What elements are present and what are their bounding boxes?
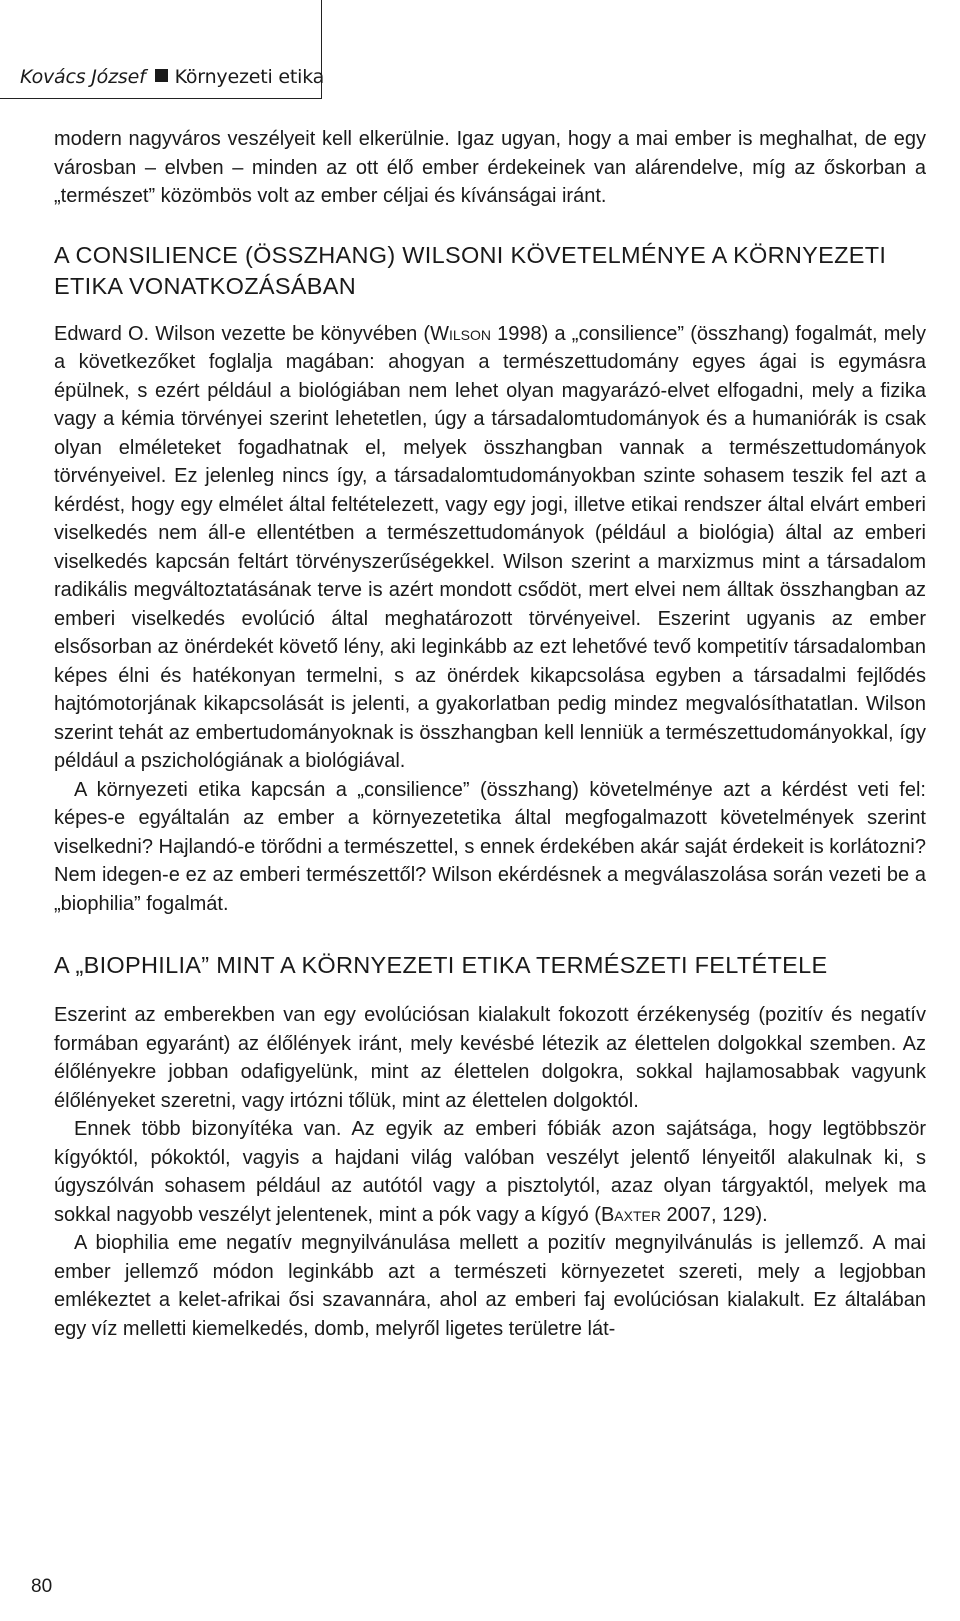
section-heading-biophilia: A „BIOPHILIA” MINT A KÖRNYEZETI ETIKA TERMÉSZETI FELTÉTELE <box>54 952 828 978</box>
paragraph-5-text-b: 2007, 129). <box>660 1203 768 1226</box>
paragraph-2-text-b: 1998) a „consilience” (összhang) fogalmát, mely a következőket foglalja magában: ahogyan a természettudomány egyes ágai is egymásra épülnek, s ezért például a biológiában nem lehet olyan magyarázó-elvet elfogadni, mely a fizika vagy a kémia törvényei szerint lehetetlen, úgy a társadalomtudományok és a humaniórák is csak olyan elméleteket fogadhatnak el, melyek összhangban vannak a természettudományok törvényeivel. Ez jelenleg nincs így, a társadalomtudományokban szinte sohasem teszik fel azt a kérdést, hogy egy elmélet által feltételezett, vagy egy jogi, illetve etikai rendszer által elvárt emberi viselkedés nem áll-e ellentétben a természettudományok (például a biológia) által az emberi viselkedés kapcsán feltárt törvényszerűségekkel. Wilson szerint a marxizmus mint a társadalom radikális megváltoztatásának terve is azért mondott csődöt, mert elvei nem álltak összhangban az emberi viselkedés evolúció által meghatározott törvényeivel. Eszerint ugyanis az ember elsősorban az önérdekét követő lény, aki leginkább az ezt lehetővé tevő kompetitív társadalomban képes élni és hatékonyan termelni, s az önérdek kikapcsolása egyben a társadalmi fejlődés hajtómotorjának kikapcsolását is jelenti, a gyakorlatban pedig mindez megvalósíthatatlan. Wilson szerint tehát az embertudományoknak is összhangban kell lenniük a természettudományokkal, így például a pszichológiának a biológiával. <box>54 322 927 772</box>
running-header-box <box>0 0 325 99</box>
header-author: Kovács József <box>20 66 146 88</box>
square-bullet-icon <box>155 69 168 82</box>
running-header <box>20 66 324 88</box>
page-body <box>54 125 926 1343</box>
paragraph-6: A biophilia eme negatív megnyilvánulása mellett a pozitív megnyilvánulás is jellemző. A mai ember jellemző módon leginkább azt a természeti környezetet szereti, mely a legjobban emlékeztet a kelet-afrikai ősi szavannára, ahol az emberi faj evolúciósan kialakult. Ez általában egy víz melletti kiemelkedés, domb, melyről ligetes területre lát- <box>54 1232 926 1340</box>
paragraph-5-text-a: Ennek több bizonyítéka van. Az egyik az emberi fóbiák azon sajátsága, hogy legtöbbször kígyóktól, pókoktól, vagyis a hajdani világ valóban veszélyt jelentő lényeitől alakulnak ki, s úgyszólván sohasem például az autótól vagy a pisztolytól, azaz olyan tárgyaktól, melyek ma sokkal nagyobb veszélyt jelentenek, mint a pók vagy a kígyó ( <box>54 1118 926 1226</box>
paragraph-4: Eszerint az emberekben van egy evolúciósan kialakult fokozott érzékenység (pozitív és negatív formában egyaránt) az élőlények iránt, mely kevésbé létezik az élettelen dolgokkal szemben. Az élőlényekre jobban odafigyelünk, mint az élettelen dolgokra, sokkal hajlamosabbak vagyunk élőlényeket szeretni, vagy irtózni tőlük, mint az élettelen dolgoktól. <box>54 1004 926 1112</box>
header-title: Környezeti etika <box>174 66 325 88</box>
paragraph-3: A környezeti etika kapcsán a „consilience” (összhang) követelménye azt a kérdést veti fel: képes-e egyáltalán az ember a környezetetika által megfogalmazott követelmények szerint viselkedni? Hajlandó-e törődni a természettel, s ennek érdekében akár saját érdekeit is korlátozni? Nem idegen-e ez az emberi természettől? Wilson ekérdésnek a megválaszolása során vezeti be a „biophilia” fogalmát. <box>54 778 926 915</box>
citation-wilson: Wilson <box>430 322 491 345</box>
citation-baxter: Baxter <box>600 1203 661 1226</box>
paragraph-2 <box>54 320 926 776</box>
section-heading-consilience: A CONSILIENCE (ÖSSZHANG) WILSONI KÖVETELMÉNYE A KÖRNYEZETI ETIKA VONATKOZÁSÁBAN <box>54 241 887 299</box>
paragraph-2-text-a: Edward O. Wilson vezette be könyvében ( <box>54 322 431 345</box>
page-number: 80 <box>31 1576 53 1597</box>
paragraph-1: modern nagyváros veszélyeit kell elkerülnie. Igaz ugyan, hogy a mai ember is meghalhat, de egy városban – elvben – minden az ott élő ember érdekeinek van alárendelve, míg az őskorban a „természet” közömbös volt az ember céljai és kívánságai iránt. <box>54 128 926 207</box>
paragraph-5 <box>54 1115 926 1229</box>
